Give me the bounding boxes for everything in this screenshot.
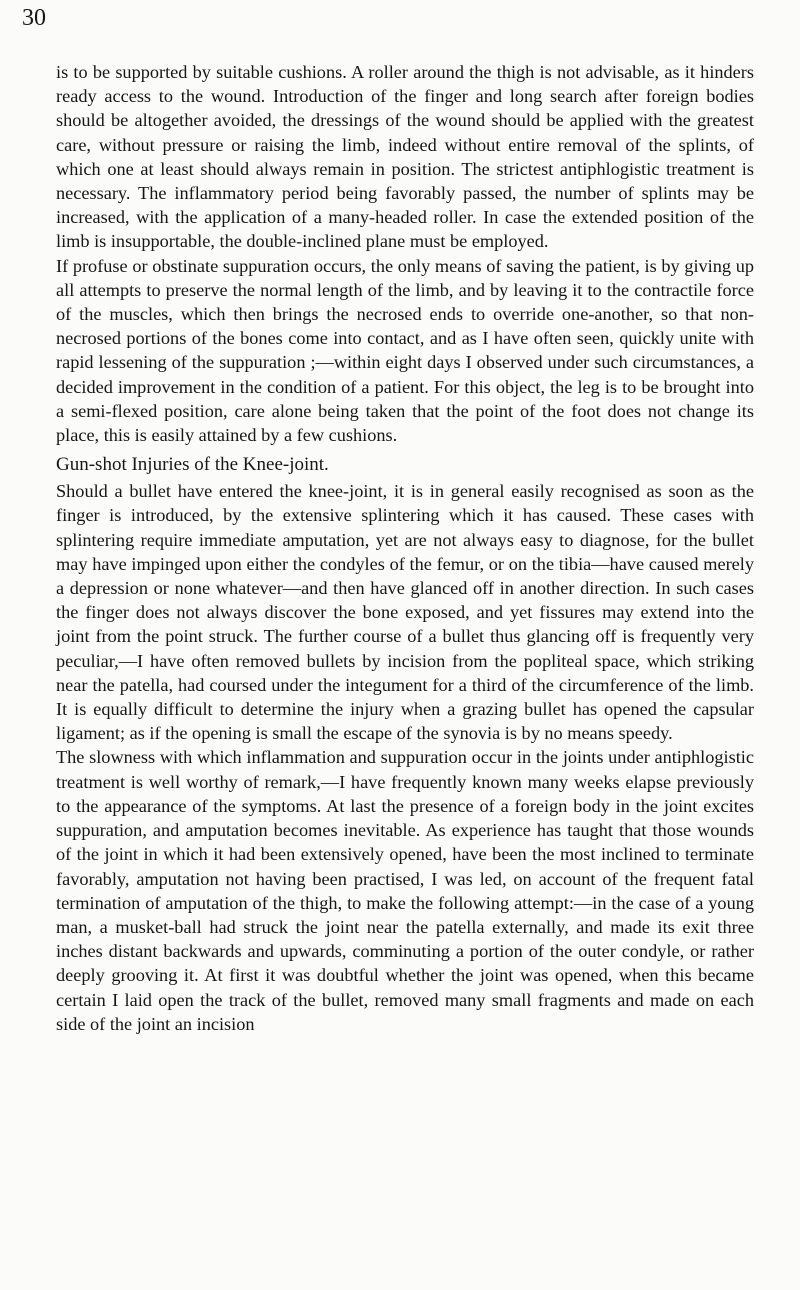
paragraph-inflammation-slowness: The slowness with which inflammation and suppuration occur in the joints under antiphlogistic treatment is well worthy of remark,—I have frequently known many weeks elapse previously to the appearance of the symptoms. At last the presence of a foreign body in the joint excites suppuration, and amputation becomes inevitable. As experience has taught that those wounds of the joint in which it had been extensively opened, have been the most inclined to terminate favorably, amputation not having been practised, I was led, on account of the frequent fatal termination of amputation of the thigh, to make the following attempt:—in the case of a young man, a musket-ball had struck the joint near the patella externally, and made its exit three inches distant backwards and upwards, comminuting a portion of the outer condyle, or rather deeply grooving it. At first it was doubtful whether the joint was opened, when this became certain I laid open the track of the bullet, removed many small fragments and made on each side of the joint an incision xyxy=(56,747,754,1034)
paragraph-bullet-knee-joint: Should a bullet have entered the knee-joint, it is in general easily recognised as soon as the finger is introduced, by the extensive splintering which it has caused. These cases with splintering require immediate amputation, yet are not always easy to diagnose, for the bullet may have impinged upon either the condyles of the femur, or on the tibia—have caused merely a depression or none whatever—and then have glanced off in another direction. In such cases the finger does not always discover the bone exposed, and yet fissures may extend into the joint from the point struck. The further course of a bullet thus glancing off is frequently very peculiar,—I have often removed bullets by incision from the popliteal space, which striking near the patella, had coursed under the integument for a third of the circumference of the limb. It is equally difficult to determine the injury when a grazing bullet has opened the capsular ligament; as if the opening is small the escape of the synovia is by no means speedy. xyxy=(56,481,754,744)
paragraph-cushions-dressing: is to be supported by suitable cushions. A roller around the thigh is not advisable, as it hinders ready access to the wound. Introduction of the finger and long search after foreign bodies should be altogether avoided, the dressings of the wound should be applied with the greatest care, without pressure or raising the limb, indeed without entire removal of the splints, of which one at least should always remain in position. The strictest antiphlogistic treatment is necessary. The inflammatory period being favorably passed, the number of splints may be increased, with the application of a many-headed roller. In case the extended position of the limb is insupportable, the double-inclined plane must be employed. xyxy=(56,62,754,252)
page-number: 30 xyxy=(22,5,46,31)
paragraph-suppuration: If profuse or obstinate suppuration occurs, the only means of saving the patient, is by giving up all attempts to preserve the normal length of the limb, and by leaving it to the contractile force of the muscles, which then brings the necrosed ends to override one-another, so that non-necrosed portions of the bones come into contact, and as I have often seen, quickly unite with rapid lessening of the suppuration ;—within eight days I observed under such circumstances, a decided improvement in the condition of a patient. For this object, the leg is to be brought into a semi-flexed position, care alone being taken that the point of the foot does not change its place, this is easily attained by a few cushions. xyxy=(56,255,754,446)
section-heading-knee-joint: Gun-shot Injuries of the Knee-joint. xyxy=(56,454,329,476)
body-text xyxy=(56,60,754,1036)
